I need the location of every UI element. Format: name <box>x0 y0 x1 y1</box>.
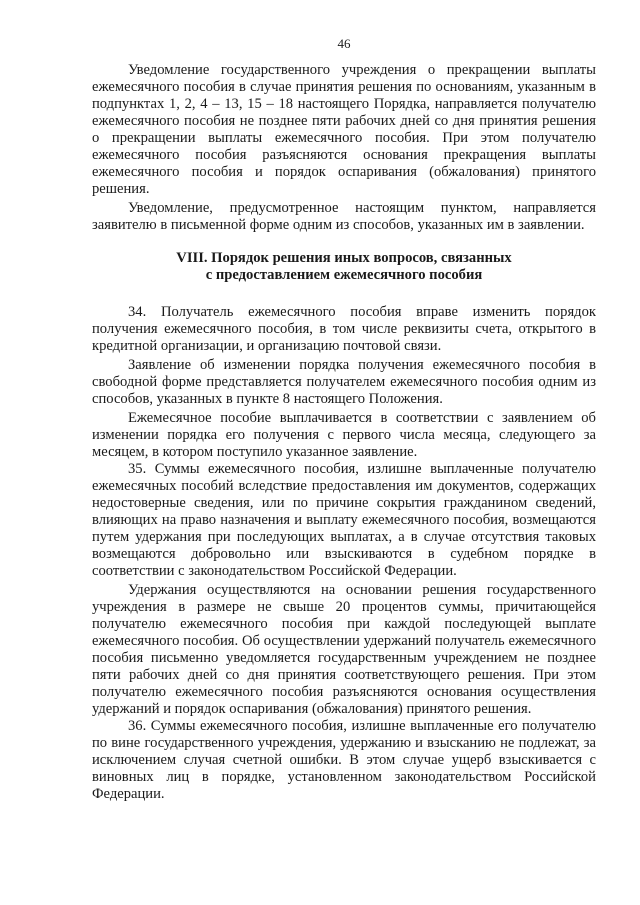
paragraph-item-34: 34. Получатель ежемесячного пособия вправе изменить порядок получения ежемесячного пособия, в том числе реквизиты счета, открытого в кредитной организации, и организацию почтовой связи. <box>92 304 596 354</box>
paragraph-payment-start: Ежемесячное пособие выплачивается в соответствии с заявлением об изменении порядка его получения с первого числа месяца, следующего за месяцем, в котором поступило указанное заявление. <box>92 410 596 460</box>
section-heading-line-1: VIII. Порядок решения иных вопросов, связанных <box>176 250 512 266</box>
paragraph-item-35: 35. Суммы ежемесячного пособия, излишне выплаченные получателю ежемесячных пособий вследствие предоставления им документов, содержащих недостоверные сведения, или по причине сокрытия гражданином сведений, влияющих на право назначения и выплату ежемесячного пособия, возмещаются путем удержания при последующих выплатах, а в случае отсутствия таковых возмещаются добровольно или взыскиваются в судебном порядке в соответствии с законодательством Российской Федерации. <box>92 461 596 579</box>
document-page <box>92 36 596 803</box>
section-heading <box>92 250 596 284</box>
section-heading-line-2: с предоставлением ежемесячного пособия <box>205 267 483 283</box>
paragraph-notice-delivery: Уведомление, предусмотренное настоящим пунктом, направляется заявителю в письменной форме одним из способов, указанных им в заявлении. <box>92 200 596 233</box>
paragraph-deductions: Удержания осуществляются на основании решения государственного учреждения в размере не свыше 20 процентов суммы, причитающейся получателю ежемесячного пособия при каждой последующей выплате ежемесячного пособия. Об осуществлении удержаний получатель ежемесячного пособия письменно уведомляется государственным учреждением не позднее пяти рабочих дней со дня принятия соответствующего решения. При этом получателю ежемесячного пособия разъясняются основания осуществления удержаний и порядок оспаривания (обжалования) принятого решения. <box>92 582 596 717</box>
paragraph-item-36: 36. Суммы ежемесячного пособия, излишне выплаченные его получателю по вине государственного учреждения, удержанию и взысканию не подлежат, за исключением случая счетной ошибки. В этом случае ущерб взыскивается с виновных лиц в порядке, установленном законодательством Российской Федерации. <box>92 718 596 802</box>
page-number: 46 <box>337 36 351 51</box>
paragraph-termination-notice: Уведомление государственного учреждения о прекращении выплаты ежемесячного пособия в случае принятия решения по основаниям, указанным в подпунктах 1, 2, 4 – 13, 15 – 18 настоящего Порядка, направляется получателю ежемесячного пособия не позднее пяти рабочих дней со дня принятия решения о прекращении выплаты ежемесячного пособия. При этом получателю ежемесячного пособия разъясняются основания прекращения выплаты ежемесячного пособия и порядок оспаривания (обжалования) принятого решения. <box>92 62 596 197</box>
paragraph-change-application: Заявление об изменении порядка получения ежемесячного пособия в свободной форме представляется получателем ежемесячного пособия одним из способов, указанных в пункте 8 настоящего Положения. <box>92 357 596 407</box>
